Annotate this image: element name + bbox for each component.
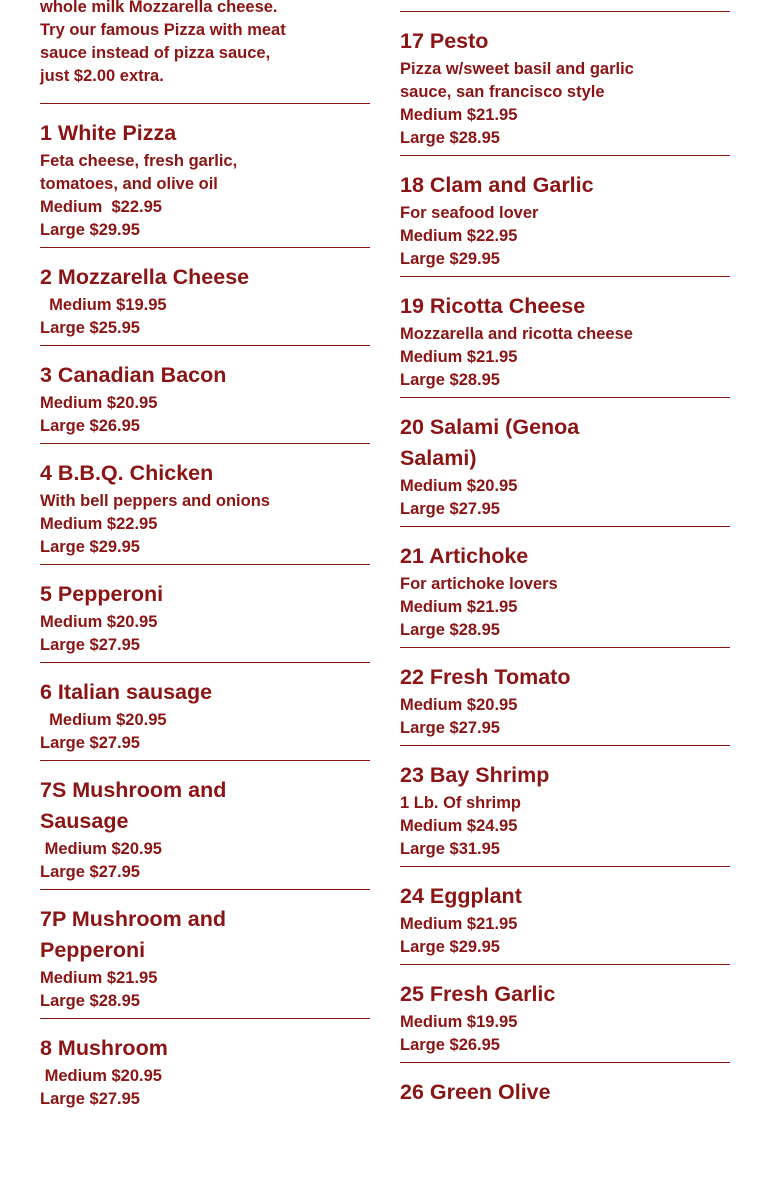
price-line: Medium $21.95 — [400, 106, 518, 124]
price-line: Large $28.95 — [40, 992, 140, 1010]
price-line: Large $31.95 — [400, 840, 500, 858]
price-line: Large $27.95 — [40, 1090, 140, 1108]
price-line: Medium $20.95 — [40, 394, 158, 412]
price-line: Medium $22.95 — [40, 515, 158, 533]
description-line: For seafood lover — [400, 204, 539, 222]
price-line: Medium $21.95 — [400, 348, 518, 366]
price-line: Medium $20.95 — [400, 477, 518, 495]
price-line: Large $28.95 — [400, 621, 500, 639]
price-line: Medium $21.95 — [40, 969, 158, 987]
price-line: Medium $22.95 — [400, 227, 518, 245]
price-line: Large $27.95 — [40, 863, 140, 881]
pizza-title-19-ricotta-cheese: 19 Ricotta Cheese — [400, 294, 586, 318]
menu-divider — [40, 1018, 370, 1019]
description-line: With bell peppers and onions — [40, 492, 270, 510]
pizza-title-20-salami-genoa-salami: 20 Salami (Genoa Salami) — [400, 415, 580, 470]
price-line: Medium $20.95 — [40, 840, 162, 858]
price-line: Large $28.95 — [400, 129, 500, 147]
pizza-title-24-eggplant: 24 Eggplant — [400, 884, 522, 908]
menu-divider — [40, 247, 370, 248]
pizza-title-5-pepperoni: 5 Pepperoni — [40, 582, 164, 606]
menu-divider — [400, 1062, 730, 1063]
menu-divider — [40, 662, 370, 663]
price-line: Large $27.95 — [400, 500, 500, 518]
description-line: Feta cheese, fresh garlic, — [40, 152, 238, 170]
pizza-title-3-canadian-bacon: 3 Canadian Bacon — [40, 363, 227, 387]
price-line: Large $29.95 — [400, 938, 500, 956]
price-line: Medium $24.95 — [400, 817, 518, 835]
pizza-title-1-white-pizza: 1 White Pizza — [40, 121, 177, 145]
menu-divider — [40, 760, 370, 761]
price-line: Medium $21.95 — [400, 598, 518, 616]
price-line: Large $26.95 — [40, 417, 140, 435]
price-line: Large $29.95 — [40, 538, 140, 556]
pizza-title-4-b-b-q-chicken: 4 B.B.Q. Chicken — [40, 461, 214, 485]
price-line: Medium $20.95 — [40, 1067, 162, 1085]
menu-divider — [400, 11, 730, 12]
description-line: 1 Lb. Of shrimp — [400, 794, 522, 812]
menu-divider — [400, 155, 730, 156]
price-line: Large $29.95 — [40, 221, 140, 239]
pizza-title-17-pesto: 17 Pesto — [400, 29, 489, 53]
pizza-title-22-fresh-tomato: 22 Fresh Tomato — [400, 665, 571, 689]
menu-divider — [40, 889, 370, 890]
price-line: Medium $19.95 — [40, 296, 167, 314]
price-line: Large $27.95 — [400, 719, 500, 737]
price-line: Large $27.95 — [40, 734, 140, 752]
intro-text: whole milk Mozzarella cheese. Try our famous Pizza with meat sauce instead of pizza sauce, just $2.00 extra. — [40, 0, 286, 85]
pizza-title-21-artichoke: 21 Artichoke — [400, 544, 529, 568]
price-line: Large $28.95 — [400, 371, 500, 389]
price-line: Large $27.95 — [40, 636, 140, 654]
menu-divider — [400, 745, 730, 746]
pizza-title-7p-mushroom-and-pepperoni: 7P Mushroom and Pepperoni — [40, 907, 226, 962]
menu-divider — [400, 647, 730, 648]
pizza-title-23-bay-shrimp: 23 Bay Shrimp — [400, 763, 550, 787]
description-line: For artichoke lovers — [400, 575, 558, 593]
pizza-title-8-mushroom: 8 Mushroom — [40, 1036, 168, 1060]
menu-divider — [400, 964, 730, 965]
price-line: Medium $20.95 — [400, 696, 518, 714]
description-line: sauce, san francisco style — [400, 83, 605, 101]
price-line: Medium $22.95 — [40, 198, 162, 216]
pizza-title-25-fresh-garlic: 25 Fresh Garlic — [400, 982, 556, 1006]
pizza-title-26-green-olive: 26 Green Olive — [400, 1080, 551, 1104]
menu-divider — [40, 443, 370, 444]
pizza-title-2-mozzarella-cheese: 2 Mozzarella Cheese — [40, 265, 250, 289]
price-line: Large $25.95 — [40, 319, 140, 337]
price-line: Medium $21.95 — [400, 915, 518, 933]
pizza-title-7s-mushroom-and-sausage: 7S Mushroom and Sausage — [40, 778, 227, 833]
description-line: Mozzarella and ricotta cheese — [400, 325, 633, 343]
pizza-title-18-clam-and-garlic: 18 Clam and Garlic — [400, 173, 594, 197]
description-line: Pizza w/sweet basil and garlic — [400, 60, 634, 78]
menu-divider — [40, 345, 370, 346]
menu-divider — [400, 866, 730, 867]
menu-divider — [40, 103, 370, 104]
menu-divider — [400, 276, 730, 277]
price-line: Medium $19.95 — [400, 1013, 518, 1031]
price-line: Large $26.95 — [400, 1036, 500, 1054]
price-line: Medium $20.95 — [40, 711, 167, 729]
pizza-title-6-italian-sausage: 6 Italian sausage — [40, 680, 213, 704]
menu-divider — [400, 526, 730, 527]
menu-divider — [400, 397, 730, 398]
price-line: Large $29.95 — [400, 250, 500, 268]
description-line: tomatoes, and olive oil — [40, 175, 218, 193]
price-line: Medium $20.95 — [40, 613, 158, 631]
menu-divider — [40, 564, 370, 565]
